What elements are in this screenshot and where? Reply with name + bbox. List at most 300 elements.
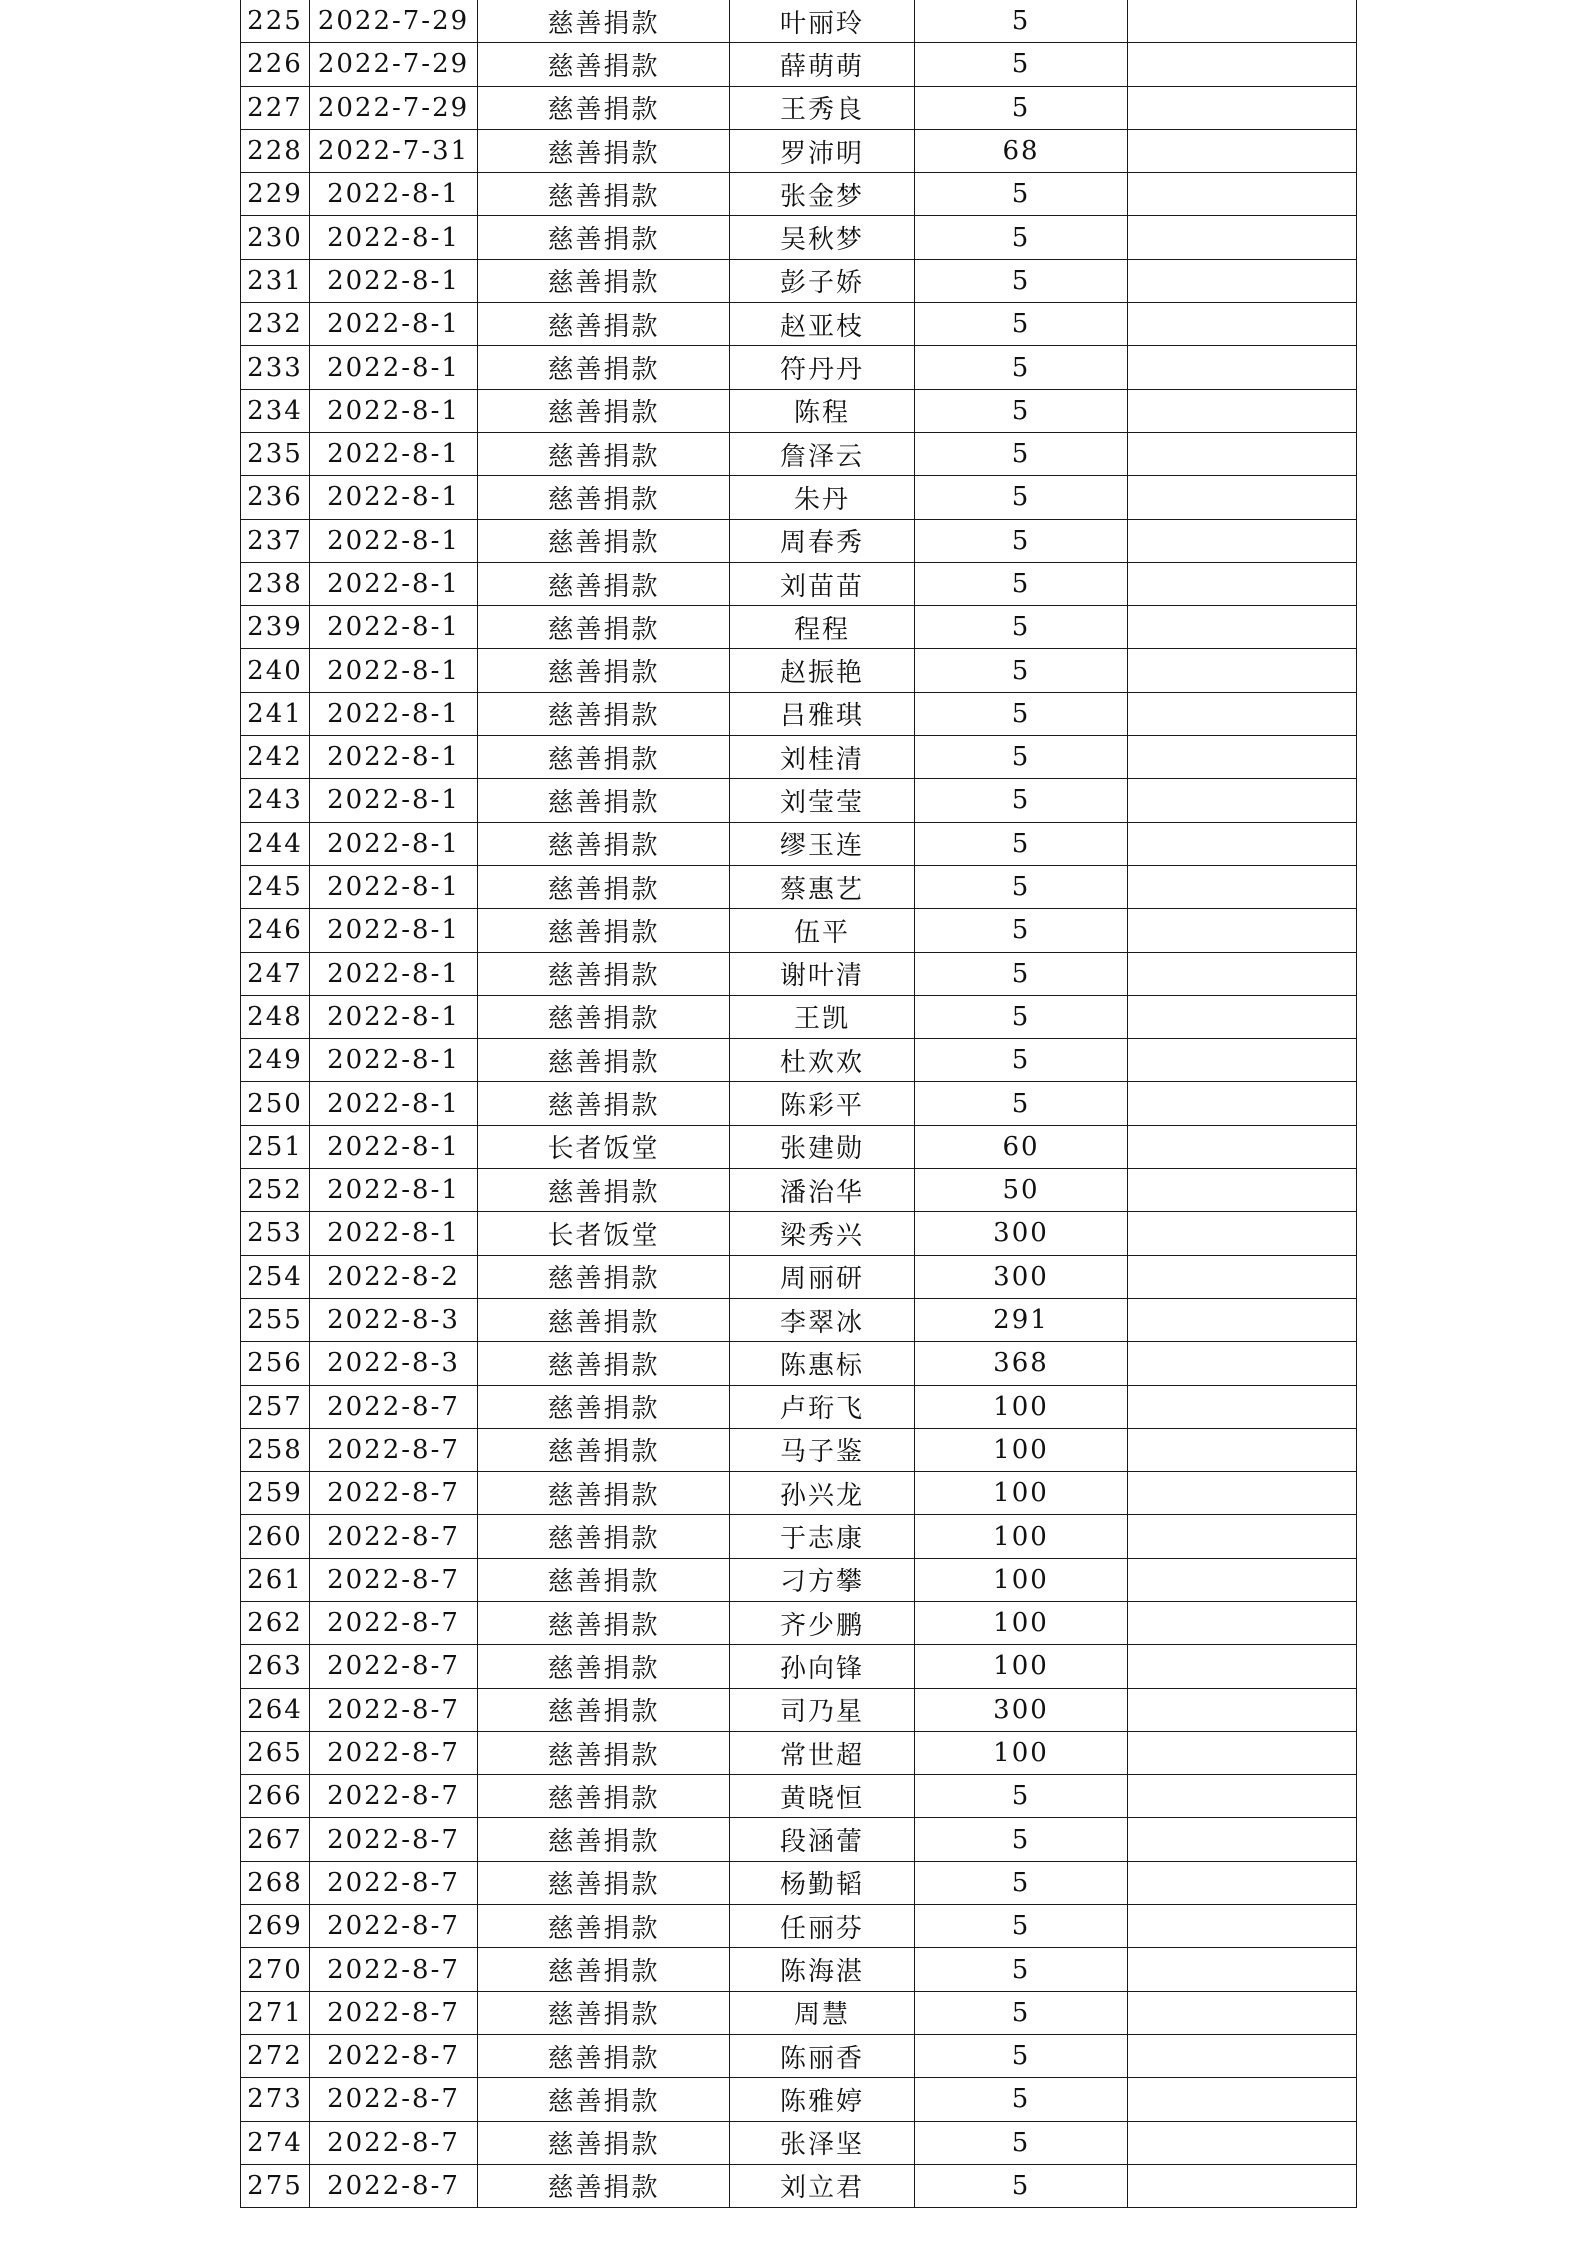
donor-name-cell: 陈彩平 (730, 1082, 915, 1125)
donor-name-cell: 罗沛明 (730, 129, 915, 172)
row-number-cell: 228 (241, 129, 310, 172)
table-row (241, 1428, 1357, 1471)
donor-name-cell: 常世超 (730, 1731, 915, 1774)
amount-cell: 5 (915, 692, 1128, 735)
table-row (241, 43, 1357, 86)
remark-cell (1128, 432, 1357, 475)
donation-type-cell: 慈善捐款 (478, 1775, 730, 1818)
table-row (241, 1169, 1357, 1212)
date-cell: 2022-8-7 (310, 1948, 478, 1991)
remark-cell (1128, 562, 1357, 605)
table-row (241, 129, 1357, 172)
remark-cell (1128, 1818, 1357, 1861)
table-row (241, 1082, 1357, 1125)
date-cell: 2022-8-1 (310, 389, 478, 432)
donation-type-cell: 慈善捐款 (478, 2034, 730, 2077)
amount-cell: 5 (915, 2121, 1128, 2164)
row-number-cell: 274 (241, 2121, 310, 2164)
date-cell: 2022-8-7 (310, 1558, 478, 1601)
amount-cell: 100 (915, 1601, 1128, 1644)
row-number-cell: 237 (241, 519, 310, 562)
table-row (241, 606, 1357, 649)
remark-cell (1128, 476, 1357, 519)
donor-name-cell: 张建勋 (730, 1125, 915, 1168)
table-row (241, 822, 1357, 865)
row-number-cell: 258 (241, 1428, 310, 1471)
table-row (241, 173, 1357, 216)
date-cell: 2022-8-7 (310, 2164, 478, 2207)
amount-cell: 100 (915, 1645, 1128, 1688)
date-cell: 2022-8-7 (310, 1515, 478, 1558)
donation-type-cell: 慈善捐款 (478, 606, 730, 649)
row-number-cell: 273 (241, 2078, 310, 2121)
amount-cell: 300 (915, 1212, 1128, 1255)
amount-cell: 5 (915, 2034, 1128, 2077)
amount-cell: 5 (915, 259, 1128, 302)
amount-cell: 5 (915, 303, 1128, 346)
row-number-cell: 240 (241, 649, 310, 692)
amount-cell: 300 (915, 1688, 1128, 1731)
row-number-cell: 238 (241, 562, 310, 605)
table-row (241, 1601, 1357, 1644)
donation-type-cell: 慈善捐款 (478, 1731, 730, 1774)
amount-cell: 5 (915, 2078, 1128, 2121)
remark-cell (1128, 1255, 1357, 1298)
donor-name-cell: 周丽研 (730, 1255, 915, 1298)
donation-type-cell: 慈善捐款 (478, 389, 730, 432)
amount-cell: 5 (915, 1775, 1128, 1818)
row-number-cell: 271 (241, 1991, 310, 2034)
date-cell: 2022-8-1 (310, 952, 478, 995)
donor-name-cell: 黄晓恒 (730, 1775, 915, 1818)
donation-type-cell: 慈善捐款 (478, 779, 730, 822)
donor-name-cell: 段涵蕾 (730, 1818, 915, 1861)
amount-cell: 291 (915, 1298, 1128, 1341)
date-cell: 2022-8-7 (310, 2078, 478, 2121)
amount-cell: 5 (915, 1861, 1128, 1904)
donation-type-cell: 慈善捐款 (478, 822, 730, 865)
donor-name-cell: 赵亚枝 (730, 303, 915, 346)
amount-cell: 5 (915, 1082, 1128, 1125)
date-cell: 2022-8-7 (310, 1645, 478, 1688)
donor-name-cell: 杜欢欢 (730, 1039, 915, 1082)
date-cell: 2022-8-7 (310, 1385, 478, 1428)
table-row (241, 1731, 1357, 1774)
row-number-cell: 245 (241, 865, 310, 908)
remark-cell (1128, 909, 1357, 952)
donation-type-cell: 慈善捐款 (478, 865, 730, 908)
date-cell: 2022-8-7 (310, 1601, 478, 1644)
date-cell: 2022-8-7 (310, 1991, 478, 2034)
row-number-cell: 260 (241, 1515, 310, 1558)
table-row (241, 2034, 1357, 2077)
amount-cell: 5 (915, 0, 1128, 43)
row-number-cell: 239 (241, 606, 310, 649)
row-number-cell: 233 (241, 346, 310, 389)
table-row (241, 1515, 1357, 1558)
table-row (241, 1948, 1357, 1991)
table-row (241, 562, 1357, 605)
row-number-cell: 229 (241, 173, 310, 216)
table-row (241, 519, 1357, 562)
donation-type-cell: 慈善捐款 (478, 216, 730, 259)
remark-cell (1128, 129, 1357, 172)
row-number-cell: 254 (241, 1255, 310, 1298)
table-row (241, 1125, 1357, 1168)
table-row (241, 865, 1357, 908)
amount-cell: 100 (915, 1558, 1128, 1601)
row-number-cell: 243 (241, 779, 310, 822)
row-number-cell: 241 (241, 692, 310, 735)
donation-type-cell: 慈善捐款 (478, 1948, 730, 1991)
donation-type-cell: 长者饭堂 (478, 1125, 730, 1168)
donor-name-cell: 王秀良 (730, 86, 915, 129)
donor-name-cell: 詹泽云 (730, 432, 915, 475)
date-cell: 2022-8-7 (310, 1775, 478, 1818)
table-row (241, 1212, 1357, 1255)
donor-name-cell: 陈海湛 (730, 1948, 915, 1991)
remark-cell (1128, 1688, 1357, 1731)
remark-cell (1128, 692, 1357, 735)
amount-cell: 5 (915, 952, 1128, 995)
amount-cell: 5 (915, 1905, 1128, 1948)
date-cell: 2022-8-2 (310, 1255, 478, 1298)
row-number-cell: 244 (241, 822, 310, 865)
date-cell: 2022-8-7 (310, 1472, 478, 1515)
date-cell: 2022-7-29 (310, 0, 478, 43)
remark-cell (1128, 303, 1357, 346)
donation-type-cell: 慈善捐款 (478, 1688, 730, 1731)
donor-name-cell: 朱丹 (730, 476, 915, 519)
amount-cell: 5 (915, 649, 1128, 692)
amount-cell: 5 (915, 43, 1128, 86)
donor-name-cell: 程程 (730, 606, 915, 649)
row-number-cell: 257 (241, 1385, 310, 1428)
donor-name-cell: 谢叶清 (730, 952, 915, 995)
row-number-cell: 247 (241, 952, 310, 995)
table-row (241, 1645, 1357, 1688)
donation-type-cell: 慈善捐款 (478, 2121, 730, 2164)
donation-type-cell: 慈善捐款 (478, 43, 730, 86)
remark-cell (1128, 2034, 1357, 2077)
date-cell: 2022-8-7 (310, 1731, 478, 1774)
donor-name-cell: 陈雅婷 (730, 2078, 915, 2121)
donor-name-cell: 孙向锋 (730, 1645, 915, 1688)
date-cell: 2022-7-29 (310, 86, 478, 129)
date-cell: 2022-8-7 (310, 1688, 478, 1731)
remark-cell (1128, 1298, 1357, 1341)
row-number-cell: 235 (241, 432, 310, 475)
amount-cell: 5 (915, 173, 1128, 216)
donation-type-cell: 慈善捐款 (478, 2164, 730, 2207)
amount-cell: 100 (915, 1515, 1128, 1558)
donor-name-cell: 张金梦 (730, 173, 915, 216)
remark-cell (1128, 736, 1357, 779)
amount-cell: 5 (915, 736, 1128, 779)
amount-cell: 100 (915, 1731, 1128, 1774)
donation-type-cell: 慈善捐款 (478, 86, 730, 129)
date-cell: 2022-8-1 (310, 995, 478, 1038)
remark-cell (1128, 2164, 1357, 2207)
table-row (241, 909, 1357, 952)
donation-type-cell: 慈善捐款 (478, 129, 730, 172)
donor-name-cell: 刁方攀 (730, 1558, 915, 1601)
donor-name-cell: 刘桂清 (730, 736, 915, 779)
remark-cell (1128, 1558, 1357, 1601)
remark-cell (1128, 1991, 1357, 2034)
amount-cell: 5 (915, 346, 1128, 389)
remark-cell (1128, 1169, 1357, 1212)
donation-type-cell: 慈善捐款 (478, 2078, 730, 2121)
amount-cell: 100 (915, 1472, 1128, 1515)
amount-cell: 5 (915, 909, 1128, 952)
donation-table (240, 0, 1357, 2208)
table-row (241, 346, 1357, 389)
remark-cell (1128, 822, 1357, 865)
row-number-cell: 226 (241, 43, 310, 86)
donation-type-cell: 慈善捐款 (478, 1601, 730, 1644)
date-cell: 2022-8-7 (310, 1905, 478, 1948)
donor-name-cell: 陈程 (730, 389, 915, 432)
donor-name-cell: 蔡惠艺 (730, 865, 915, 908)
table-row (241, 1991, 1357, 2034)
date-cell: 2022-8-1 (310, 1125, 478, 1168)
donor-name-cell: 齐少鹏 (730, 1601, 915, 1644)
remark-cell (1128, 779, 1357, 822)
amount-cell: 5 (915, 995, 1128, 1038)
table-row (241, 779, 1357, 822)
date-cell: 2022-8-1 (310, 476, 478, 519)
row-number-cell: 252 (241, 1169, 310, 1212)
donor-name-cell: 薛萌萌 (730, 43, 915, 86)
donor-name-cell: 吴秋梦 (730, 216, 915, 259)
remark-cell (1128, 1039, 1357, 1082)
donation-type-cell: 慈善捐款 (478, 1515, 730, 1558)
donor-name-cell: 于志康 (730, 1515, 915, 1558)
row-number-cell: 250 (241, 1082, 310, 1125)
date-cell: 2022-8-7 (310, 2121, 478, 2164)
date-cell: 2022-8-1 (310, 865, 478, 908)
donation-type-cell: 慈善捐款 (478, 303, 730, 346)
donor-name-cell: 王凯 (730, 995, 915, 1038)
donor-name-cell: 任丽芬 (730, 1905, 915, 1948)
donation-type-cell: 慈善捐款 (478, 1991, 730, 2034)
donor-name-cell: 陈丽香 (730, 2034, 915, 2077)
remark-cell (1128, 1905, 1357, 1948)
table-row (241, 1818, 1357, 1861)
donor-name-cell: 符丹丹 (730, 346, 915, 389)
table-row (241, 649, 1357, 692)
amount-cell: 100 (915, 1385, 1128, 1428)
date-cell: 2022-8-1 (310, 822, 478, 865)
table-row (241, 1905, 1357, 1948)
remark-cell (1128, 216, 1357, 259)
table-row (241, 1688, 1357, 1731)
donor-name-cell: 缪玉连 (730, 822, 915, 865)
date-cell: 2022-8-1 (310, 606, 478, 649)
table-row (241, 692, 1357, 735)
amount-cell: 5 (915, 1818, 1128, 1861)
remark-cell (1128, 1125, 1357, 1168)
table-row (241, 2078, 1357, 2121)
donor-name-cell: 周春秀 (730, 519, 915, 562)
donation-type-cell: 慈善捐款 (478, 692, 730, 735)
table-row (241, 432, 1357, 475)
row-number-cell: 269 (241, 1905, 310, 1948)
remark-cell (1128, 1515, 1357, 1558)
donation-type-cell: 慈善捐款 (478, 736, 730, 779)
amount-cell: 5 (915, 86, 1128, 129)
row-number-cell: 265 (241, 1731, 310, 1774)
donor-name-cell: 孙兴龙 (730, 1472, 915, 1515)
amount-cell: 68 (915, 129, 1128, 172)
donor-name-cell: 卢珩飞 (730, 1385, 915, 1428)
remark-cell (1128, 0, 1357, 43)
remark-cell (1128, 43, 1357, 86)
remark-cell (1128, 649, 1357, 692)
donor-name-cell: 刘立君 (730, 2164, 915, 2207)
donor-name-cell: 司乃星 (730, 1688, 915, 1731)
donor-name-cell: 刘苗苗 (730, 562, 915, 605)
date-cell: 2022-8-1 (310, 216, 478, 259)
table-row (241, 259, 1357, 302)
row-number-cell: 231 (241, 259, 310, 302)
remark-cell (1128, 1082, 1357, 1125)
donation-type-cell: 慈善捐款 (478, 0, 730, 43)
remark-cell (1128, 519, 1357, 562)
amount-cell: 5 (915, 779, 1128, 822)
date-cell: 2022-8-3 (310, 1342, 478, 1385)
table-row (241, 1775, 1357, 1818)
table-row (241, 1255, 1357, 1298)
remark-cell (1128, 1212, 1357, 1255)
donation-type-cell: 慈善捐款 (478, 1169, 730, 1212)
donation-type-cell: 慈善捐款 (478, 562, 730, 605)
remark-cell (1128, 1601, 1357, 1644)
date-cell: 2022-8-7 (310, 2034, 478, 2077)
donor-name-cell: 周慧 (730, 1991, 915, 2034)
remark-cell (1128, 1948, 1357, 1991)
amount-cell: 5 (915, 1039, 1128, 1082)
donor-name-cell: 赵振艳 (730, 649, 915, 692)
date-cell: 2022-8-1 (310, 1212, 478, 1255)
donor-name-cell: 吕雅琪 (730, 692, 915, 735)
date-cell: 2022-8-1 (310, 259, 478, 302)
table-row (241, 952, 1357, 995)
row-number-cell: 248 (241, 995, 310, 1038)
date-cell: 2022-8-1 (310, 346, 478, 389)
row-number-cell: 242 (241, 736, 310, 779)
row-number-cell: 270 (241, 1948, 310, 1991)
row-number-cell: 251 (241, 1125, 310, 1168)
donor-name-cell: 马子鉴 (730, 1428, 915, 1471)
date-cell: 2022-8-1 (310, 562, 478, 605)
remark-cell (1128, 1731, 1357, 1774)
date-cell: 2022-8-1 (310, 173, 478, 216)
row-number-cell: 234 (241, 389, 310, 432)
amount-cell: 50 (915, 1169, 1128, 1212)
remark-cell (1128, 173, 1357, 216)
table-row (241, 736, 1357, 779)
table-row (241, 2164, 1357, 2207)
date-cell: 2022-8-1 (310, 1082, 478, 1125)
table-row (241, 1385, 1357, 1428)
table-row (241, 1558, 1357, 1601)
remark-cell (1128, 952, 1357, 995)
amount-cell: 5 (915, 1991, 1128, 2034)
donation-type-cell: 慈善捐款 (478, 1861, 730, 1904)
row-number-cell: 275 (241, 2164, 310, 2207)
date-cell: 2022-8-1 (310, 779, 478, 822)
donation-type-cell: 慈善捐款 (478, 476, 730, 519)
row-number-cell: 253 (241, 1212, 310, 1255)
amount-cell: 100 (915, 1428, 1128, 1471)
row-number-cell: 227 (241, 86, 310, 129)
date-cell: 2022-7-31 (310, 129, 478, 172)
date-cell: 2022-8-1 (310, 736, 478, 779)
row-number-cell: 268 (241, 1861, 310, 1904)
row-number-cell: 255 (241, 1298, 310, 1341)
table-row (241, 2121, 1357, 2164)
remark-cell (1128, 1385, 1357, 1428)
donor-name-cell: 杨勤韬 (730, 1861, 915, 1904)
donation-type-cell: 慈善捐款 (478, 995, 730, 1038)
donation-type-cell: 慈善捐款 (478, 1342, 730, 1385)
amount-cell: 5 (915, 606, 1128, 649)
remark-cell (1128, 346, 1357, 389)
donor-name-cell: 张泽坚 (730, 2121, 915, 2164)
table-row (241, 1472, 1357, 1515)
date-cell: 2022-8-1 (310, 649, 478, 692)
donation-type-cell: 慈善捐款 (478, 1255, 730, 1298)
donation-ledger-page (240, 0, 1356, 2208)
table-row (241, 0, 1357, 43)
table-row (241, 1039, 1357, 1082)
table-row (241, 216, 1357, 259)
remark-cell (1128, 1775, 1357, 1818)
amount-cell: 60 (915, 1125, 1128, 1168)
amount-cell: 368 (915, 1342, 1128, 1385)
date-cell: 2022-8-3 (310, 1298, 478, 1341)
donor-name-cell: 伍平 (730, 909, 915, 952)
donation-table-body (241, 0, 1357, 2208)
donation-type-cell: 慈善捐款 (478, 1905, 730, 1948)
remark-cell (1128, 995, 1357, 1038)
remark-cell (1128, 865, 1357, 908)
donation-type-cell: 慈善捐款 (478, 173, 730, 216)
table-row (241, 303, 1357, 346)
remark-cell (1128, 259, 1357, 302)
donation-type-cell: 慈善捐款 (478, 1082, 730, 1125)
table-row (241, 995, 1357, 1038)
remark-cell (1128, 2121, 1357, 2164)
row-number-cell: 236 (241, 476, 310, 519)
donation-type-cell: 长者饭堂 (478, 1212, 730, 1255)
amount-cell: 5 (915, 519, 1128, 562)
remark-cell (1128, 1861, 1357, 1904)
donor-name-cell: 潘治华 (730, 1169, 915, 1212)
donor-name-cell: 陈惠标 (730, 1342, 915, 1385)
table-row (241, 476, 1357, 519)
amount-cell: 5 (915, 1948, 1128, 1991)
row-number-cell: 249 (241, 1039, 310, 1082)
date-cell: 2022-8-1 (310, 909, 478, 952)
donation-type-cell: 慈善捐款 (478, 1039, 730, 1082)
row-number-cell: 262 (241, 1601, 310, 1644)
donation-type-cell: 慈善捐款 (478, 952, 730, 995)
table-row (241, 1298, 1357, 1341)
amount-cell: 5 (915, 562, 1128, 605)
